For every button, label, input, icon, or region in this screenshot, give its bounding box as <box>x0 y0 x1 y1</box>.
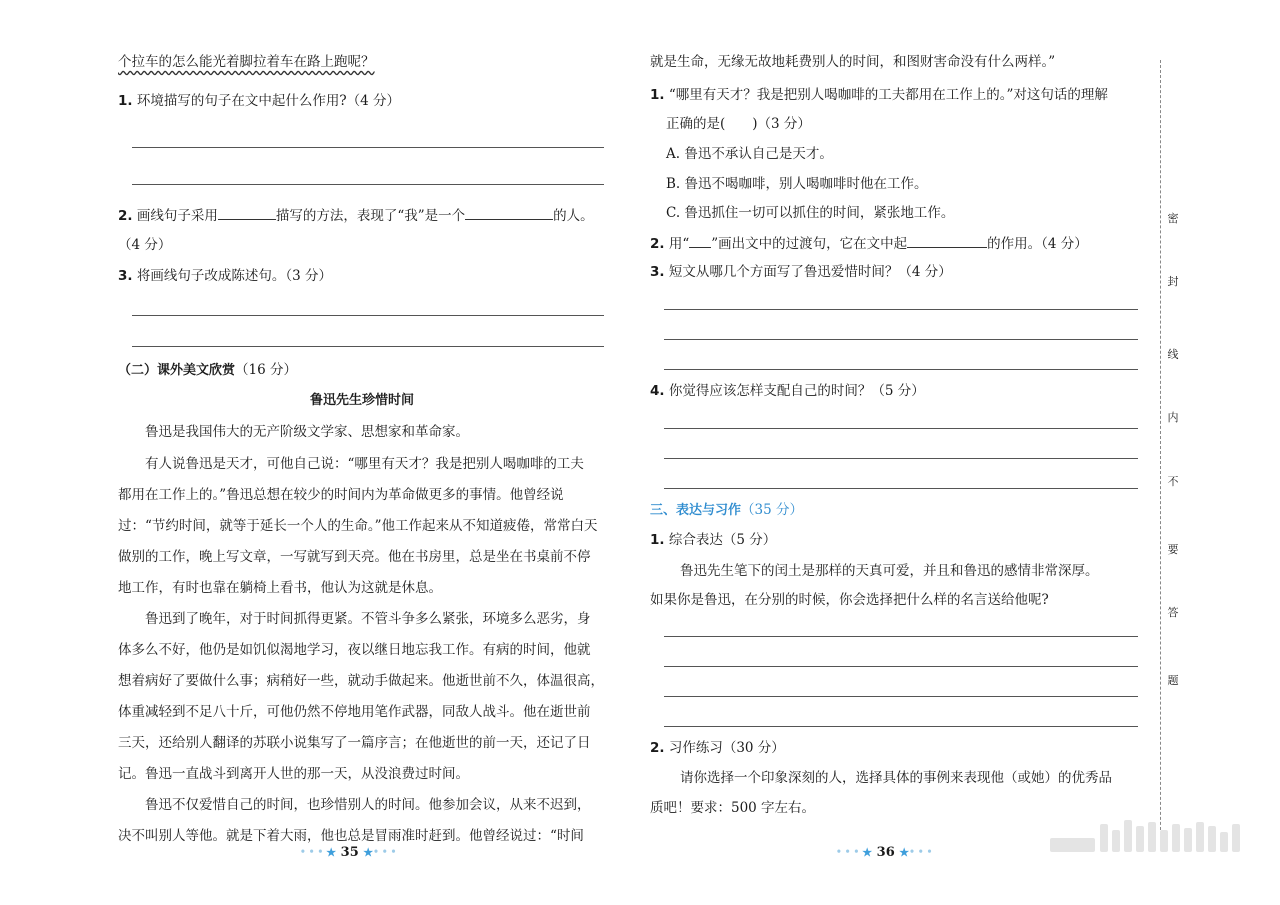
fill-blank[interactable] <box>465 205 553 220</box>
dots-decoration: ••• <box>300 847 327 858</box>
question-2: 2. 画线句子采用 描写的方法，表现了“我”是一个 的人。 <box>118 205 606 225</box>
answer-line[interactable] <box>664 666 1138 667</box>
essay-line: 体多么不好，他仍是如饥似渴地学习，夜以继日地忘我工作。有病的时间，他就 <box>118 642 591 658</box>
binding-char: 密 <box>1167 212 1179 225</box>
section-3-heading: 三、表达与习作（35 分） <box>650 502 803 518</box>
binding-char: 内 <box>1167 411 1179 424</box>
answer-line[interactable] <box>132 346 604 347</box>
question-3: 3. 将画线句子改成陈述句。（3 分） <box>118 268 332 284</box>
essay-line: 三天，还给别人翻译的苏联小说集写了一篇序言；在他逝世的前一天，还记了日 <box>118 735 591 751</box>
star-icon: ★ <box>363 846 374 859</box>
essay-line: 想着病好了要做什么事；病稍好一些，就动手做起来。他逝世前不久，体温很高， <box>118 673 604 689</box>
essay-line: 鲁迅不仅爱惜自己的时间，也珍惜别人的时间。他参加会议，从来不迟到， <box>145 797 591 813</box>
answer-line[interactable] <box>664 726 1138 727</box>
prompt-line: 如果你是鲁迅，在分别的时候，你会选择把什么样的名言送给他呢? <box>650 592 1049 608</box>
binding-char: 线 <box>1167 348 1179 361</box>
section-2-heading: （二）课外美文欣赏（16 分） <box>118 362 297 378</box>
answer-line[interactable] <box>132 147 604 148</box>
answer-line[interactable] <box>664 636 1138 637</box>
prompt-line: 质吧！要求：500 字左右。 <box>650 800 816 816</box>
prompt-line: 请你选择一个印象深刻的人，选择具体的事例来表现他（或她）的优秀品 <box>680 770 1112 786</box>
question-3: 3. 短文从哪几个方面写了鲁迅爱惜时间？（4 分） <box>650 264 952 280</box>
essay-line: 做别的工作，晚上写文章，一写就写到天亮。他在书房里，总是坐在书桌前不停 <box>118 549 591 565</box>
fill-blank[interactable] <box>907 233 987 248</box>
fill-blank[interactable] <box>218 205 276 220</box>
essay-line: 鲁迅到了晚年，对于时间抓得更紧。不管斗争多么紧张，环境多么恶劣，身 <box>145 611 591 627</box>
right-page <box>650 0 1140 905</box>
dots-decoration: ••• <box>373 847 400 858</box>
star-icon: ★ <box>862 846 873 859</box>
essay-line: 记。鲁迅一直战斗到离开人世的那一天，从没浪费过时间。 <box>118 766 469 782</box>
dots-decoration: ••• <box>836 847 863 858</box>
essay-title: 鲁迅先生珍惜时间 <box>309 393 414 408</box>
page-number-right: •••★ 36 ★••• <box>836 845 936 860</box>
answer-line[interactable] <box>664 696 1138 697</box>
binding-line <box>1160 60 1162 850</box>
essay-line: 过：“节约时间，就等于延长一个人的生命。”他工作起来从不知道疲倦，常常白天 <box>118 518 598 534</box>
prompt-line: 鲁迅先生笔下的闰土是那样的天真可爱，并且和鲁迅的感情非常深厚。 <box>680 563 1099 579</box>
dots-decoration: ••• <box>909 847 936 858</box>
essay-line: 决不叫别人等他。就是下着大雨，他也总是冒雨准时赶到。他曾经说过：“时间 <box>118 828 584 844</box>
left-page <box>118 0 606 905</box>
binding-char: 要 <box>1167 543 1179 556</box>
answer-line[interactable] <box>132 184 604 185</box>
question-2: 2. 用“ ”画出文中的过渡句，它在文中起 的作用。（4 分） <box>650 233 1140 253</box>
star-icon: ★ <box>899 846 910 859</box>
answer-line[interactable] <box>664 309 1138 310</box>
answer-line[interactable] <box>664 339 1138 340</box>
question-1: 1. “哪里有天才？我是把别人喝咖啡的工夫都用在工作上的。”对这句话的理解 <box>650 87 1108 103</box>
option-b[interactable]: B. 鲁迅不喝咖啡，别人喝咖啡时他在工作。 <box>666 176 928 192</box>
binding-char: 题 <box>1167 674 1179 687</box>
essay-line: 有人说鲁迅是天才，可他自己说：“哪里有天才？我是把别人喝咖啡的工夫 <box>145 456 584 472</box>
answer-line[interactable] <box>664 458 1138 459</box>
star-icon: ★ <box>326 846 337 859</box>
question-1-cont: 正确的是( )（3 分） <box>666 116 811 132</box>
subquestion-2: 2. 习作练习（30 分） <box>650 740 785 756</box>
subquestion-1: 1. 综合表达（5 分） <box>650 532 777 548</box>
answer-line[interactable] <box>664 488 1138 489</box>
essay-paragraph: 鲁迅是我国伟大的无产阶级文学家、思想家和革命家。 <box>145 424 469 440</box>
essay-ending-line: 就是生命，无缘无故地耗费别人的时间，和图财害命没有什么两样。” <box>650 54 1056 70</box>
question-1: 1. 环境描写的句子在文中起什么作用?（4 分） <box>118 93 400 109</box>
option-c[interactable]: C. 鲁迅抓住一切可以抓住的时间，紧张地工作。 <box>666 205 955 221</box>
binding-char: 封 <box>1167 275 1179 288</box>
fill-blank[interactable] <box>689 233 711 248</box>
question-4: 4. 你觉得应该怎样支配自己的时间？（5 分） <box>650 383 925 399</box>
story-ending-line: 个拉车的怎么能光着脚拉着车在路上跑呢？ <box>118 54 375 70</box>
essay-line: 地工作，有时也靠在躺椅上看书，他认为这就是休息。 <box>118 580 442 596</box>
binding-char: 不 <box>1167 475 1179 488</box>
answer-line[interactable] <box>132 315 604 316</box>
page-number-left: •••★ 35 ★••• <box>300 845 400 860</box>
binding-char: 答 <box>1167 606 1179 619</box>
answer-line[interactable] <box>664 369 1138 370</box>
essay-line: 都用在工作上的。”鲁迅总想在较少的时间内为革命做更多的事情。他曾经说 <box>118 487 564 503</box>
answer-line[interactable] <box>664 428 1138 429</box>
question-2-points: （4 分） <box>118 237 172 253</box>
option-a[interactable]: A. 鲁迅不承认自己是天才。 <box>666 146 833 162</box>
essay-line: 体重减轻到不足八十斤，可他仍然不停地用笔作武器，同敌人战斗。他在逝世前 <box>118 704 591 720</box>
